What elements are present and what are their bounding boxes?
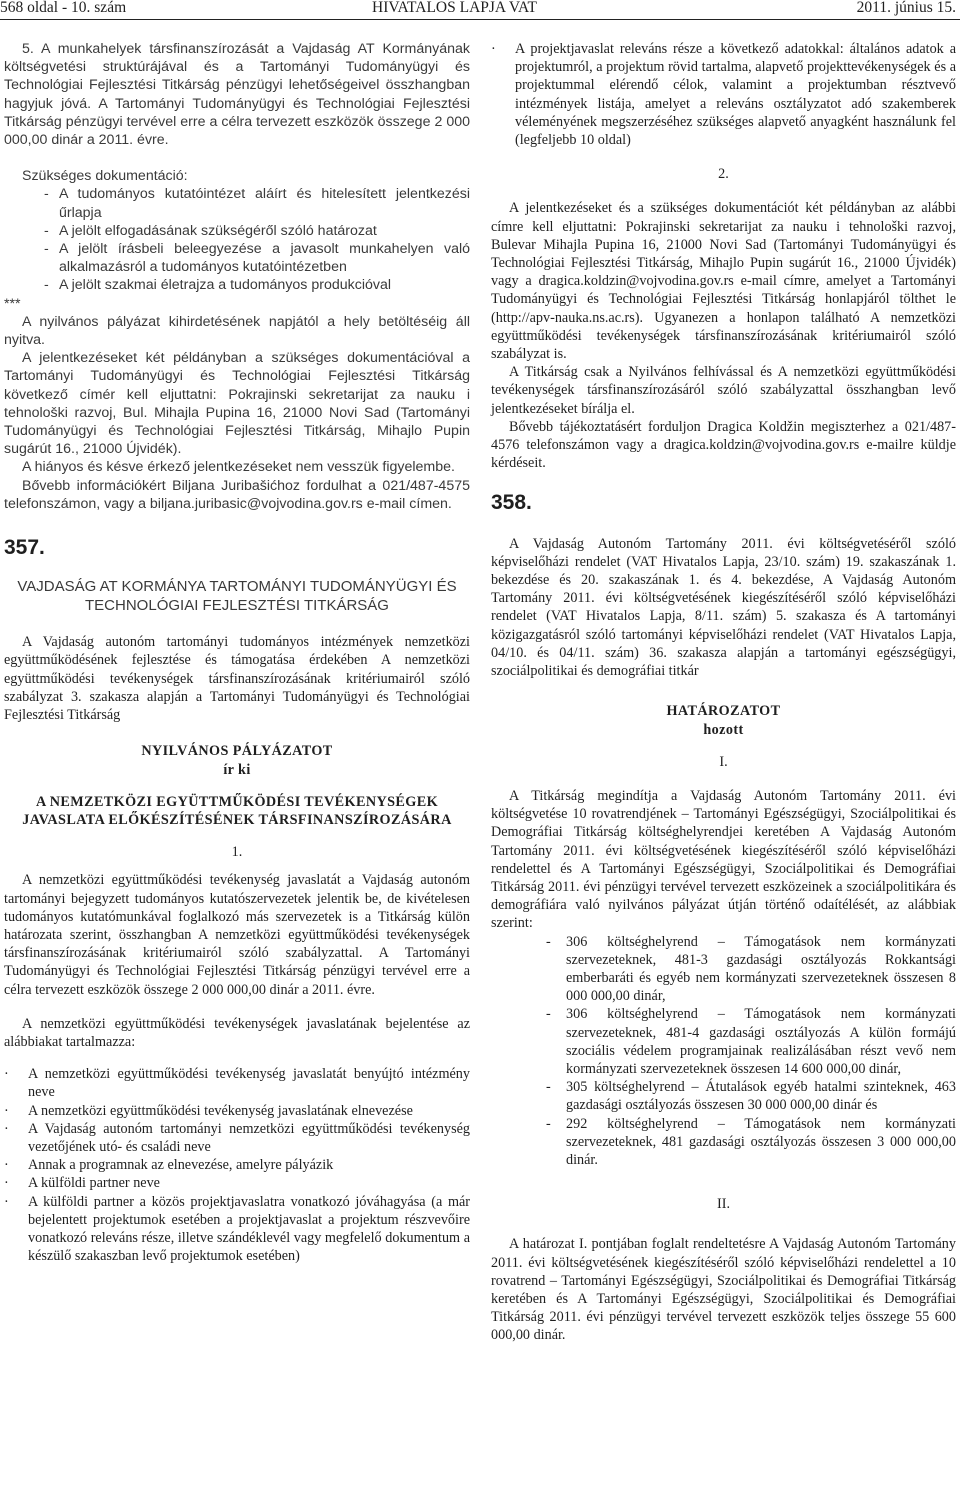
content-list-item: · A nemzetközi együttműködési tevékenység javaslatát benyújtó intézmény neve — [4, 1066, 470, 1101]
right-column — [491, 40, 956, 1345]
page-number: 568 oldal - 10. szám — [0, 0, 127, 16]
allocation-item: - 292 költséghelyrend – Támogatások nem kormányzati szervezeteknek, 481 gazdasági osztályozás összesen 3 000 000,00 dinár. — [546, 1115, 956, 1168]
paragraph-5: 5. A munkahelyek társfinanszírozását a Vajdaság AT Kormányának költségvetési struktúrájával és a Tartományi Tudományügyi és Technológiai Fejlesztési Titkárság pénzügyi lehetőségeivel összhangban hagyjuk jóvá. A Tartományi Tudományügyi és Technológiai Fejlesztési Titkárság pénzügyi tervével erre a célra tervezett eszközök összege 2 000 000,00 dinár a 2011. évre. — [4, 41, 470, 149]
paragraph-section-I: A Titkárság megindítja a Vajdaság Autonóm Tartomány 2011. évi költségvetése 10 rovatrendjének – Tartományi Egészségügyi, Szociálpolitikai és Demográfiai Titkárság költséghelyrendjei keretében A Vajdaság Autonóm Tartomány 2011. évi költségvetésének kiegészítéséről szóló képviselőházi rendelettel és A Tartományi Egészségügyi, Szociálpolitikai és Demográfiai Titkárság 2011. évi pénzügyi tervével tervezett eszközeinek a szociálpolitikára és demográfiára való nyilvános pályázat útján történő odaítélését, az alábbiak szerint: — [491, 787, 956, 932]
docs-list — [4, 185, 470, 294]
act-number-357: 357. — [4, 536, 45, 560]
paragraph-section-2c: Bővebb tájékoztatásért forduljon Dragica Koldžin megiszterhez a 021/487-4576 telefonszámon vagy a dragica.koldzin@vojvodina.gov.rs e-mailre küldje kérdéseit. — [491, 418, 956, 472]
content-list-item: · A projektjavaslat releváns része a következő adatokkal: általános adatok a projektumról, a projektum rövid tartalma, alapvető projekttevékenységek és a projektummal elérendő célok, valamint a projektumban résztvevő intézmények listája, amelyet a releváns osztályzatot adó szakemberek véleményének megszerzéséhez szükséges alapvető anyagként használunk fel (legfeljebb 10 oldal) — [491, 41, 956, 149]
allocation-item: - 306 költséghelyrend – Támogatások nem kormányzati szervezeteknek, 481-3 gazdasági osztályozás Rokkantsági emberbaráti és egyéb nem kormányzati szervezeteknek összesen 8 000 000,00 dinár, — [546, 933, 956, 1005]
paragraph-late: A hiányos és késve érkező jelentkezéseket nem vesszük figyelembe. — [22, 459, 455, 476]
section-II-number: II. — [717, 1196, 730, 1213]
paragraph-section-2b: A Titkárság csak a Nyilvános felhívással és A nemzetközi együttműködési tevékenységek társfinanszírozásáról szóló szabályzattal összhangban levő jelentkezéseket bírálja el. — [491, 364, 956, 417]
preamble-358: A Vajdaság Autonóm Tartomány 2011. évi költségvetéséről szóló képviselőházi rendelet (VAT Hivatalos Lapja, 23/10. szám) 19. szakaszának 1. bekezdése és 20. szakaszának 1. és 4. bekezdése, A Vajdaság Autonóm Tartomány 2011. évi költségvetésének kiegészítéséről szóló képviselőházi rendelet (VAT Hivatalos Lapja, 8/11. szám) 5. szakasza és A tartományi közigazgatásról szóló tartományi képviselőházi rendelet (VAT Hivatalos Lapja, 04/10. és 04/11. szám) 36. szakasza alapján a tartományi egészségügyi, szociálpolitikai és demográfiai titkár — [491, 535, 956, 680]
allocation-item: - 305 költséghelyrend – Átutalások egyéb hatalmi szinteknek, 463 gazdasági osztályozás összesen 30 000 000,00 dinár és — [546, 1079, 956, 1114]
docs-item: - A jelölt elfogadásának szükségéről szóló határozat — [44, 222, 377, 239]
allocation-item: - 306 költséghelyrend – Támogatások nem kormányzati szervezeteknek, 481-4 gazdasági osztályozás A külön formájú szociális védelem programjainak realizálásában részt vevő nem kormányzati szervezeteknek összesen 14 600 000,00 dinár, — [546, 1006, 956, 1077]
paragraph-submit: A jelentkezéseket két példányban a szükséges dokumentációval a Tartományi Tudományügyi és Technológiai Fejlesztési Titkárság következő címér kell eljuttatni: Pokrajinski sekretarijat za nauku i tehnološki razvoj, Bul. Mihajla Pupina 16, 21000 Novi Sad (Tartományi Tudományügyi és Technológiai Fejlesztési Titkárság, Mihajlo Pupin sugárút 16., 21000 Újvidék). — [4, 350, 470, 458]
left-column — [4, 40, 470, 1265]
journal-title: HIVATALOS LAPJA VAT — [372, 0, 537, 16]
paragraph-info: Bővebb információkért Biljana Juribašićhoz fordulhat a 021/487-4575 telefonszámon, vagy a biljana.juribasic@vojvodina.gov.rs e-mail címen. — [4, 477, 470, 512]
issue-date: 2011. június 15. — [856, 0, 956, 16]
allocation-list — [491, 933, 956, 1170]
docs-heading: Szükséges dokumentáció: — [22, 168, 188, 185]
content-list-item: · A külföldi partner neve — [4, 1175, 160, 1192]
content-list-item: · Annak a programnak az elnevezése, amelyre pályázik — [4, 1157, 334, 1174]
title-announces: ír ki — [223, 761, 251, 778]
header-rule — [0, 19, 960, 20]
paragraph-section-2a: A jelentkezéseket és a szükséges dokumentációt két példányban az alábbi címre kell eljuttatni: Pokrajinski sekretarijat za nauku i tehnološki razvoj, Bulevar Mihajla Pupina 16, 21000 Novi Sad (Tartományi Tudományügyi és Technológiai Fejlesztési Titkárság, Mihajlo Pupin sugárút 16., 21000 Újvidék) vagy a dragica.koldzin@vojvodina.gov.rs e-mail címre, amelyet a Tartományi Tudományügyi és Technológiai Fejlesztési Titkárság honlapjáról tölthet le (http://apv-nauka.ns.ac.rs). Ugyanezen a honlapon található A nemzetközi együttműködési tevékenységek társfinanszírozásának kritériumairól szóló szabályzat is. — [491, 200, 956, 363]
section-356-continuation — [4, 40, 470, 513]
docs-item: - A jelölt írásbeli beleegyezése a javasolt munkahelyen való alkalmazásról a tudományos kutatóintézetben — [44, 241, 470, 276]
preamble-357: A Vajdaság autonóm tartományi tudományos intézmények nemzetközi együttműködésének fejlesztése és támogatása érdekében A nemzetközi együttműködési tevékenységek társfinanszírozásának kritériumairól szóló szabályzat 3. szakasza alapján a Tartományi Tudományügyi és Technológiai Fejlesztési Titkárság — [4, 634, 470, 724]
title-adopted: hozott — [703, 721, 744, 738]
institution-heading: VAJDASÁG AT KORMÁNYA TARTOMÁNYI TUDOMÁNYÜGYI ÉS TECHNOLÓGIAI FEJLESZTÉSI TITKÁRSÁG — [17, 578, 457, 615]
title-public-tender: NYILVÁNOS PÁLYÁZATOT — [141, 743, 333, 760]
paragraph-open: A nyilvános pályázat kihirdetésének napjától a hely betöltéséig áll nyitva. — [4, 313, 470, 349]
content-list-item: · A nemzetközi együttműködési tevékenység javaslatának elnevezése — [4, 1102, 413, 1119]
section-2-number: 2. — [718, 166, 729, 183]
paragraph-section-1b: A nemzetközi együttműködési tevékenységek javaslatának bejelentése az alábbiakat tartalmazza: — [4, 1015, 470, 1050]
page-header — [0, 0, 960, 20]
content-list-item: · A külföldi partner a közös projektjavaslatra vonatkozó jóváhagyása (a már bejelentett projektumok esetében a projektjavaslat a projektum részvevőire vonatkozó releváns része, illetve szándéklevél vagy megfelelő dokumentum a készülő szakaszban levő projektumok esetében) — [4, 1193, 470, 1265]
separator-stars: *** — [4, 295, 21, 312]
title-decision: HATÁROZATOT — [666, 703, 781, 720]
section-I-number: I. — [719, 753, 728, 770]
content-list-item: · A Vajdaság autonóm tartományi nemzetközi együttműködési tevékenység vezetőjének utó- és családi neve — [4, 1120, 470, 1155]
docs-item: - A tudományos kutatóintézet aláírt és hitelesített jelentkezési űrlapja — [44, 186, 470, 221]
paragraph-section-1: A nemzetközi együttműködési tevékenység javaslatát a Vajdaság autonóm tartományi bejegyzett tudományos kutatószervezetek jelentik be, de kivételesen tudományos kutatómunkával foglalkozó más szervezetek is a Titkárság külön határozata szerint, összhangban A nemzetközi együttműködési tevékenységek társfinanszírozásának kritériumairól szóló szabályzattal. A Tartományi Tudományügyi és Technológiai Fejlesztési Titkárság pénzügyi tervével erre a célra tervezett eszközök összege 2 000 000,00 dinár a 2011. évre. — [4, 872, 470, 998]
section-1-number: 1. — [231, 844, 243, 861]
docs-item: - A jelölt szakmai életrajza a tudományos produkcióval — [44, 277, 391, 294]
paragraph-section-II: A határozat I. pontjában foglalt rendeltetésre A Vajdaság Autonóm Tartomány 2011. évi költségvetésének kiegészítéséről szóló képviselőházi rendelettel a 10 rovatrend – Tartományi Egészségügyi, Szociálpolitikai és Demográfiai Titkárság keretében és A Tartományi Egészségügyi, Szociálpolitikai és Demográfiai Titkárság 2011. évi pénzügyi tervével tervezett eszközök teljes összege 55 600 000,00 dinár. — [491, 1236, 956, 1344]
act-number-358: 358. — [491, 491, 532, 515]
title-subject: A NEMZETKÖZI EGYÜTTMŰKÖDÉSI TEVÉKENYSÉGEK JAVASLATA ELŐKÉSZÍTÉSÉNEK TÁRSFINANSZÍROZÁSÁRA — [22, 793, 452, 828]
content-list — [4, 1065, 470, 1265]
